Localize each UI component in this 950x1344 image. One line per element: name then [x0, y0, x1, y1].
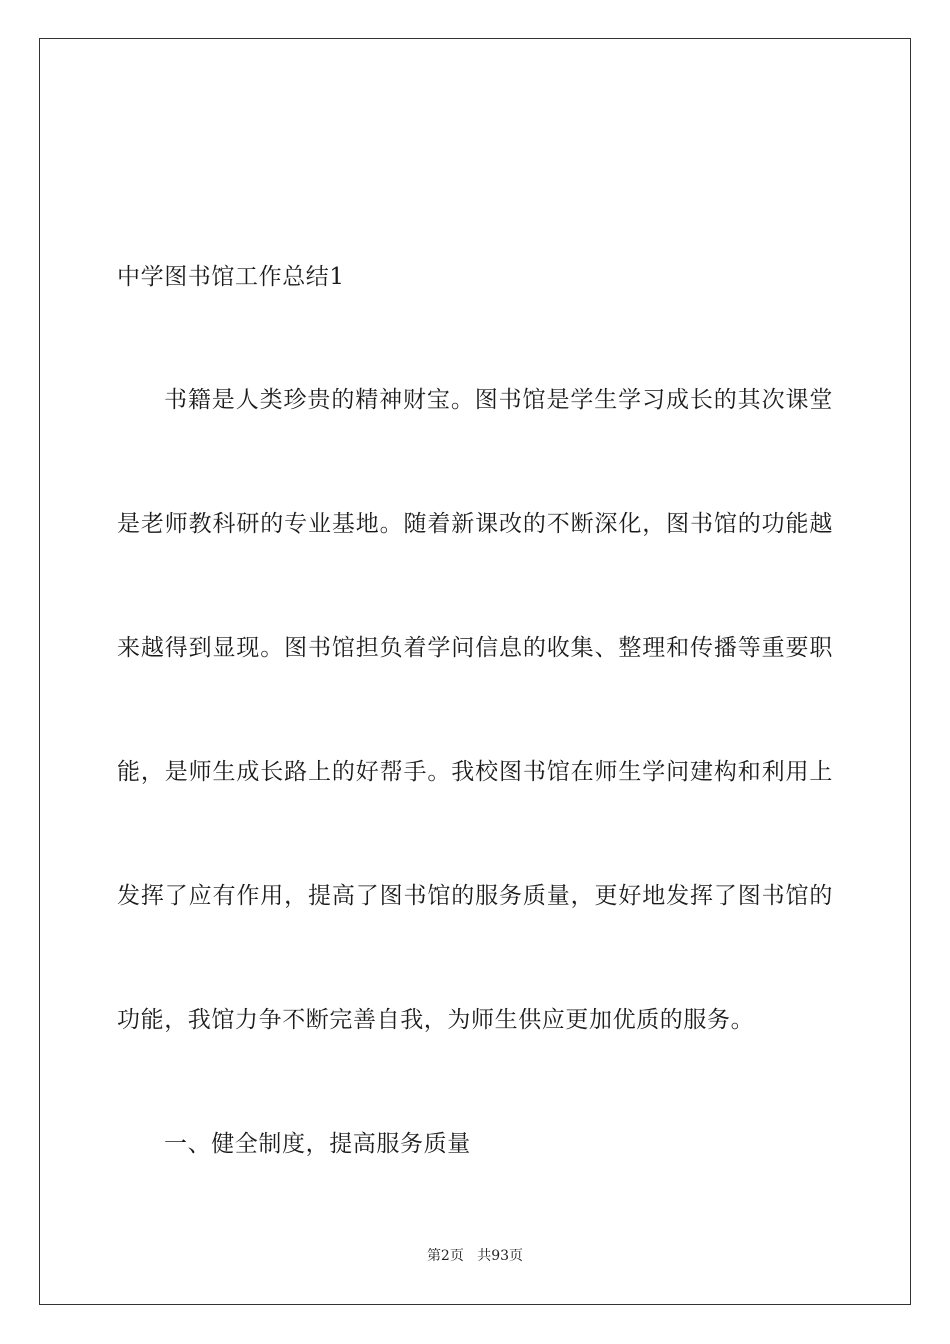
- paragraph-line-2: 是老师教科研的专业基地。随着新课改的不断深化，图书馆的功能越: [117, 511, 833, 537]
- paragraph-line-1: 书籍是人类珍贵的精神财宝。图书馆是学生学习成长的其次课堂: [164, 387, 833, 413]
- total-page-count: 共93页: [477, 1248, 524, 1264]
- current-page-number: 第2页: [426, 1248, 464, 1264]
- paragraph-line-6: 功能，我馆力争不断完善自我，为师生供应更加优质的服务。: [117, 1007, 755, 1033]
- page-border: [39, 38, 911, 1305]
- paragraph-line-5: 发挥了应有作用，提高了图书馆的服务质量，更好地发挥了图书馆的: [117, 883, 833, 909]
- paragraph-line-3: 来越得到显现。图书馆担负着学问信息的收集、整理和传播等重要职: [117, 635, 833, 661]
- section-heading: 一、健全制度，提高服务质量: [164, 1131, 471, 1157]
- paragraph-line-4: 能，是师生成长路上的好帮手。我校图书馆在师生学问建构和利用上: [117, 759, 833, 785]
- page-footer: [0, 1247, 950, 1265]
- document-title: 中学图书馆工作总结1: [117, 264, 345, 290]
